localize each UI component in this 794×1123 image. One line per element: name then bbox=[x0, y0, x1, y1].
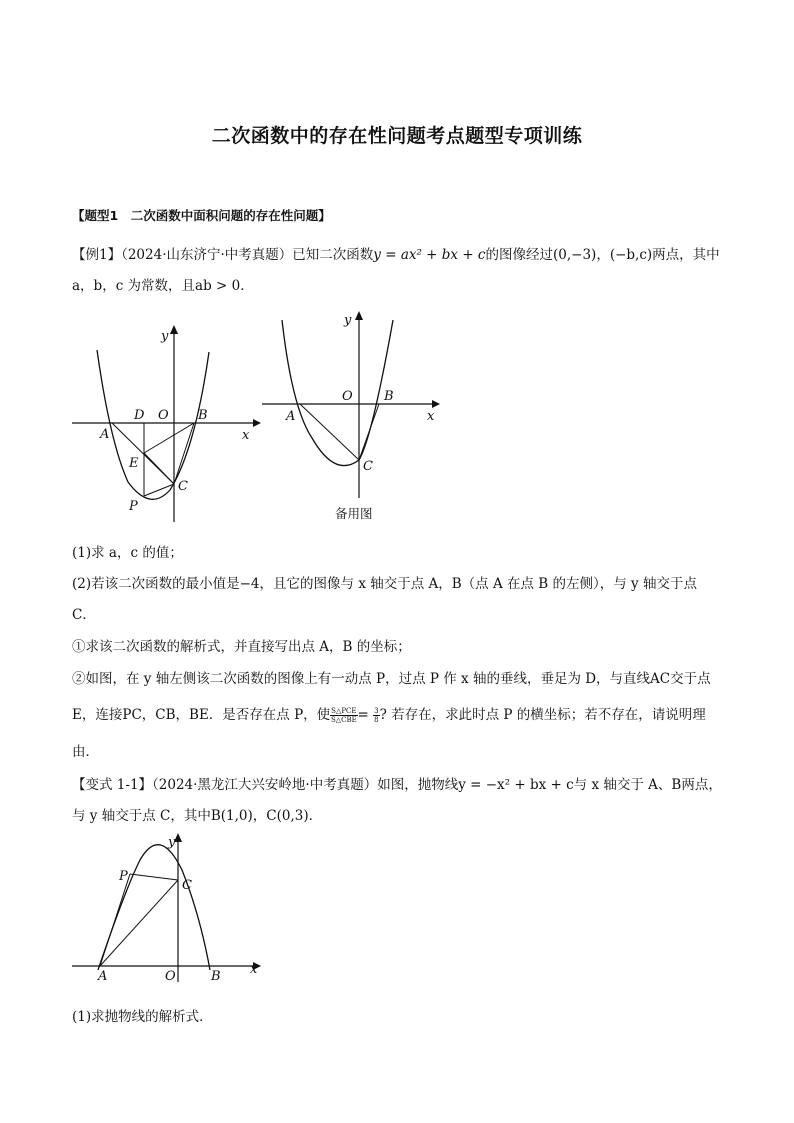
label-c: C bbox=[182, 878, 192, 893]
label-b: B bbox=[198, 408, 208, 423]
label-y: y bbox=[344, 313, 352, 328]
example-points: (0,−3)，(−b,c) bbox=[553, 247, 653, 263]
segment-eb bbox=[144, 423, 194, 453]
label-p: P bbox=[129, 499, 138, 514]
variant-line1 bbox=[72, 773, 722, 793]
segment-cb bbox=[359, 404, 379, 460]
fraction-three-eighths: $\frac{3}{8}$ bbox=[374, 707, 379, 724]
label-o: O bbox=[165, 969, 176, 984]
fraction-area: $\frac{\text{S△PCE}}{\text{S△CBE}}$ bbox=[330, 707, 357, 724]
segment-ac bbox=[100, 880, 178, 966]
sub2-text: E，连接PC，CB，BE．是否存在点 P，使 bbox=[72, 707, 331, 723]
variant-text: （2024·黑龙江大兴安岭地·中考真题）如图，抛物线y = −x² + bx + c与 x 轴交于 A、B两点， bbox=[152, 777, 722, 793]
label-p: P bbox=[119, 869, 128, 884]
question-2-sub1: ①求该二次函数的解析式，并直接写出点 A，B 的坐标； bbox=[72, 639, 411, 655]
page-title: 二次函数中的存在性问题考点题型专项训练 bbox=[211, 125, 583, 147]
figure-1-parabola bbox=[70, 322, 270, 522]
question-2-sub2-line2: E，连接PC，CB，BE．是否存在点 P，使 $\frac{\text{S△PCE}}{\text{S△CBE}}$ = $\frac{3}{8}$ ? 若存在，求此时点 P 的横坐标；若不存在，请说明理 bbox=[72, 707, 706, 724]
section-heading: 【题型1 二次函数中面积问题的存在性问题】 bbox=[72, 208, 331, 223]
label-a: A bbox=[100, 427, 110, 442]
question-2-sub2-line3: 由． bbox=[72, 744, 99, 760]
y-axis-arrow bbox=[355, 311, 363, 320]
example-formula: y = ax² + bx + c bbox=[373, 247, 486, 263]
question-2-sub2-line1: ②如图，在 y 轴左侧该二次函数的图像上有一动点 P，过点 P 作 x 轴的垂线，垂足为 D，与直线AC交于点 bbox=[72, 671, 711, 687]
label-o: O bbox=[342, 389, 353, 404]
example-tag: 【例1】 bbox=[72, 247, 122, 263]
label-x: x bbox=[242, 428, 250, 443]
variant-line2: 与 y 轴交于点 C，其中B(1,0)，C(0,3)． bbox=[72, 808, 323, 824]
parabola-curve bbox=[282, 320, 393, 466]
question-2-line1: (2)若该二次函数的最小值是−4，且它的图像与 x 轴交于点 A，B（点 A 在点 B 的左侧），与 y 轴交于点 bbox=[72, 576, 697, 592]
label-o: O bbox=[158, 408, 169, 423]
label-x: x bbox=[427, 409, 435, 424]
variant-question-1: (1)求抛物线的解析式． bbox=[72, 1009, 213, 1025]
example-text-end: 两点，其中 bbox=[652, 247, 720, 263]
segment-ce bbox=[144, 453, 174, 484]
label-c: C bbox=[363, 459, 373, 474]
label-e: E bbox=[129, 456, 139, 471]
label-y: y bbox=[161, 329, 169, 344]
label-b: B bbox=[384, 389, 394, 404]
example-source: （2024·山东济宁·中考真题）已知二次函数 bbox=[121, 247, 374, 263]
x-axis-arrow bbox=[432, 400, 440, 408]
example1-line2: a，b，c 为常数，且ab > 0． bbox=[72, 278, 254, 294]
variant-tag: 【变式 1-1】 bbox=[72, 777, 153, 793]
label-a: A bbox=[98, 969, 108, 984]
sub2-text-end: ? 若存在，求此时点 P 的横坐标；若不存在，请说明理 bbox=[379, 707, 706, 723]
example1-line1 bbox=[72, 243, 720, 263]
example-text: 的图像经过 bbox=[485, 247, 553, 263]
label-x: x bbox=[250, 962, 258, 977]
parabola-curve bbox=[98, 845, 210, 970]
label-c: C bbox=[178, 479, 188, 494]
question-2-line2: C． bbox=[72, 607, 96, 623]
figure-caption: 备用图 bbox=[335, 506, 373, 521]
segment-cb bbox=[174, 423, 194, 484]
segment-pa bbox=[100, 874, 130, 966]
label-b: B bbox=[211, 969, 221, 984]
label-y: y bbox=[168, 835, 176, 850]
y-axis-arrow bbox=[170, 325, 178, 334]
figure-2-parabola bbox=[260, 308, 450, 521]
question-1: (1)求 a，c 的值； bbox=[72, 545, 183, 561]
label-d: D bbox=[134, 408, 145, 423]
segment-pc bbox=[130, 874, 178, 880]
label-a: A bbox=[286, 409, 296, 424]
figure-3-parabola bbox=[70, 830, 270, 990]
